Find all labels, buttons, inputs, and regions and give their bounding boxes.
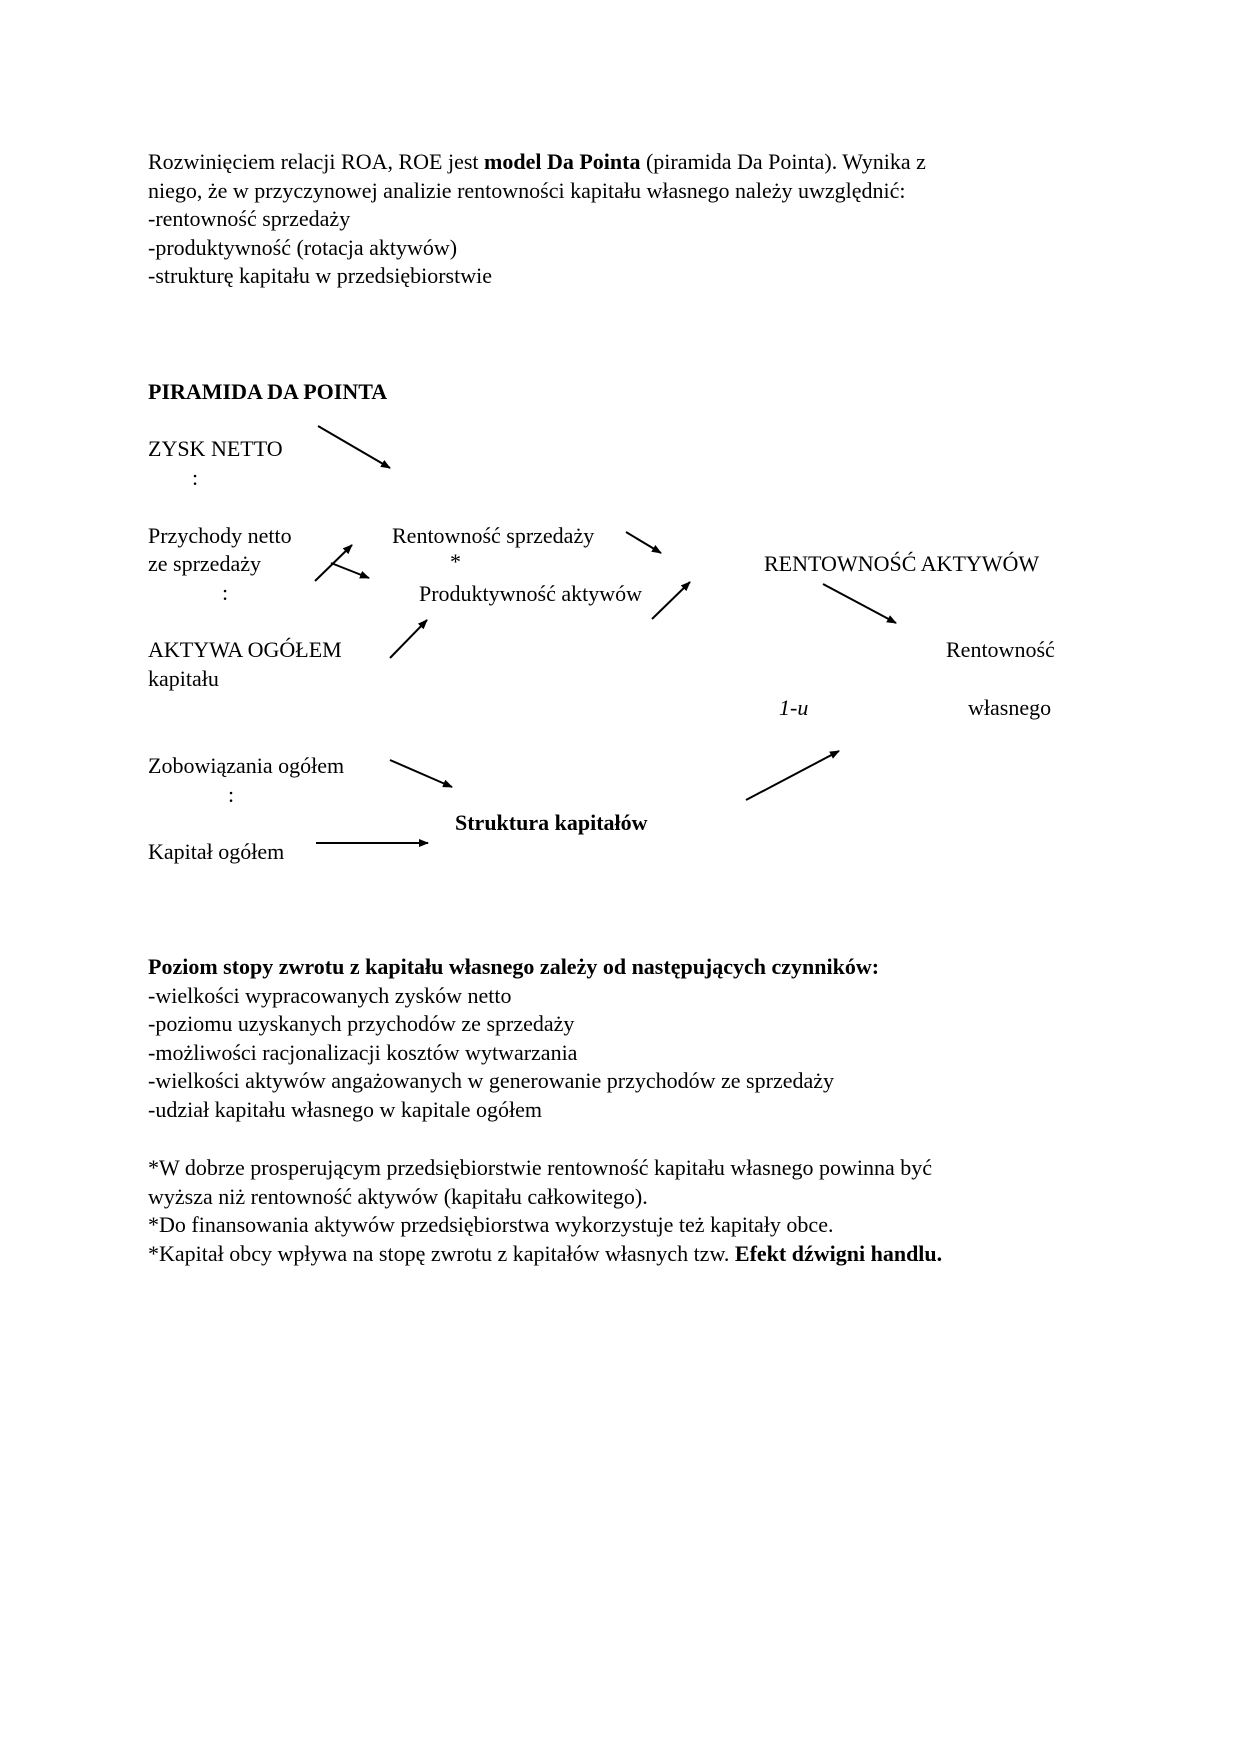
label-rentownosc: Rentowność <box>946 637 1055 662</box>
intro-paragraph <box>148 148 1108 291</box>
label-aktywa-ogolem: AKTYWA OGÓŁEM <box>148 637 342 662</box>
intro-list-item: -rentowność sprzedaży <box>148 206 351 232</box>
factors-list-item: -poziomu uzyskanych przychodów ze sprzedaży <box>148 1011 575 1037</box>
factors-section <box>148 953 1108 1125</box>
notes-section <box>148 1154 1108 1268</box>
note-line-4: *Kapitał obcy wpływa na stopę zwrotu z kapitałów własnych tzw. Efekt dźwigni handlu. <box>148 1240 943 1266</box>
label-przychody-line1: Przychody netto <box>148 523 292 548</box>
multiply-symbol: * <box>450 549 461 574</box>
label-one-minus-u: 1-u <box>779 695 809 720</box>
divide-symbol: : <box>192 465 199 490</box>
divide-symbol: : <box>222 580 229 605</box>
note-line-2: wyższa niż rentowność aktywów (kapitału całkowitego). <box>148 1183 648 1209</box>
label-przychody-line2: ze sprzedaży <box>148 551 261 576</box>
arrow-roa-to-roe <box>823 584 896 623</box>
label-kapital-ogolem: Kapitał ogółem <box>148 839 285 864</box>
factors-heading: Poziom stopy zwrotu z kapitału własnego zależy od następujących czynników: <box>148 954 880 979</box>
arrow-produktywnosc-to-roa <box>652 582 690 619</box>
arrow-zobowiazania-to-struktura <box>390 760 452 787</box>
diagram-heading: PIRAMIDA DA POINTA <box>148 379 388 404</box>
label-zysk-netto: ZYSK NETTO <box>148 436 283 461</box>
label-struktura-kapitalow: Struktura kapitałów <box>455 810 648 835</box>
intro-line-2: niego, że w przyczynowej analizie rentowności kapitału własnego należy uwzględnić: <box>148 177 906 203</box>
arrow-przychody-right <box>331 563 369 578</box>
divide-symbol: : <box>228 782 235 807</box>
label-rentownosc-aktywow: RENTOWNOŚĆ AKTYWÓW <box>764 551 1040 576</box>
label-produktywnosc-aktywow: Produktywność aktywów <box>419 581 643 606</box>
arrow-zysk-to-rentownosc <box>318 426 390 468</box>
intro-line-1: Rozwinięciem relacji ROA, ROE jest model Da Pointa (piramida Da Pointa). Wynika z <box>148 149 926 174</box>
arrow-przychody-up <box>315 545 352 581</box>
factors-list-item: -wielkości wypracowanych zysków netto <box>148 982 512 1008</box>
arrow-struktura-to-roe <box>746 751 839 800</box>
arrow-rentownosc-sprzedazy-to-roa <box>626 532 661 553</box>
intro-list-item: -strukturę kapitału w przedsiębiorstwie <box>148 263 492 289</box>
label-zobowiazania: Zobowiązania ogółem <box>148 753 345 778</box>
note-line-3: *Do finansowania aktywów przedsiębiorstwa wykorzystuje też kapitały obce. <box>148 1212 834 1238</box>
intro-list-item: -produktywność (rotacja aktywów) <box>148 234 458 260</box>
label-rentownosc-sprzedazy: Rentowność sprzedaży <box>392 523 595 548</box>
factors-list-item: -udział kapitału własnego w kapitale ogółem <box>148 1096 543 1122</box>
factors-list-item: -możliwości racjonalizacji kosztów wytwarzania <box>148 1039 578 1065</box>
efekt-dzwigni-term: Efekt dźwigni handlu. <box>734 1240 943 1266</box>
model-da-pointa-term: model Da Pointa <box>484 149 641 174</box>
arrow-aktywa-to-produktywnosc <box>390 620 427 658</box>
label-kapitalu: kapitału <box>148 666 219 691</box>
factors-list-item: -wielkości aktywów angażowanych w generowanie przychodów ze sprzedaży <box>148 1068 834 1094</box>
note-line-1: *W dobrze prosperującym przedsiębiorstwie rentowność kapitału własnego powinna być <box>148 1155 933 1180</box>
label-wlasnego: własnego <box>968 695 1052 720</box>
